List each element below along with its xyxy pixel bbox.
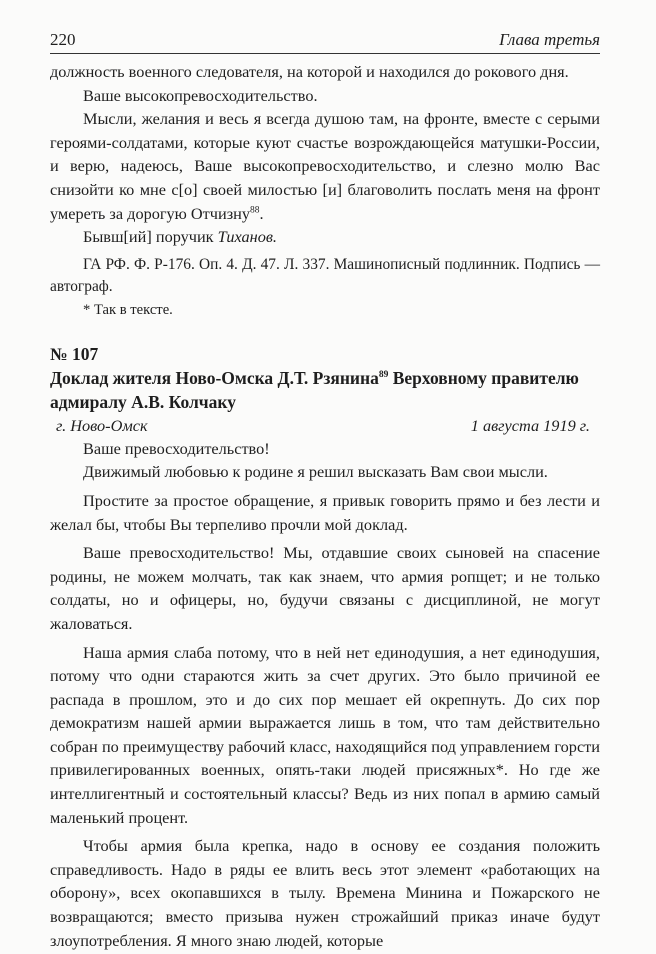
running-header [50, 26, 600, 54]
footnote-ref: 88 [249, 205, 260, 216]
document-title: Доклад жителя Ново-Омска Д.Т. Рзянина$^{89}$ Верховному правителю адмиралу А.В. Колчаку [50, 367, 579, 412]
document-number: № 107 [50, 343, 99, 364]
place-date-line [50, 414, 600, 437]
document-date: 1 августа 1919 г. [470, 415, 590, 435]
document-place: г. Ново-Омск [56, 415, 148, 435]
paragraph: Мысли, желания и весь я всегда душою там, на фронте, вместе с серыми героями-солдатами, которые куют счастье возрождающейся матушки-России, и верю, надеюсь, Ваше высокопревосходительство, и слезно молю Вас снизойти ко мне с[о] своей милостью [и] благоволить послать меня на фронт умереть за дорогую Отчизну$^{88}$. [50, 109, 600, 223]
archive-source: ГА РФ. Ф. Р-176. Оп. 4. Д. 47. Л. 337. Машинописный подлинник. Подпись — автограф. [50, 255, 600, 296]
paragraph: Чтобы армия была крепка, надо в основу ее создания положить справедливость. Надо в ряды ее влить весь этот элемент «работающих на оборону», всех окопавшихся в тылу. Времена Минина и Пожарского не возвращаются; вместо призыва нужен строжайший приказ иначе будут злоупотребления. Я много знаю людей, которые [50, 836, 600, 950]
book-page [50, 26, 600, 952]
paragraph: Простите за простое обращение, я привык говорить прямо и без лести и желал бы, чтобы Вы терпеливо прочли мой доклад. [50, 490, 600, 534]
paragraph: Наша армия слаба потому, что в ней нет единодушия, а нет единодушия, потому что одни стараются жить за счет других. Это было причиной ее распада в прошлом, это и до сих пор мешает ей окрепнуть. До сих пор демократизм нашей армии выражается лишь в том, что там действительно собран по преимуществу рабочий класс, находящийся под управлением горсти привилегированных военных, опять-таки людей присяжных*. Но где же интеллигентный и состоятельный классы? Ведь из них попал в армию самый маленький процент. [50, 642, 600, 827]
paragraph: Движимый любовью к родине я решил высказать Вам свои мысли. [83, 462, 548, 482]
page-number: 220 [50, 30, 76, 49]
footnote-ref: 89 [378, 369, 389, 380]
signature: Бывш[ий] поручик Тиханов. [83, 227, 277, 247]
paragraph-continued: должность военного следователя, на которой и находился до рокового дня. [50, 62, 569, 81]
paragraph: Ваше превосходительство! [83, 438, 270, 458]
salutation: Ваше высокопревосходительство. [83, 85, 318, 105]
chapter-title: Глава третья [499, 30, 600, 49]
paragraph: Ваше превосходительство! Мы, отдавшие своих сыновей на спасение родины, не можем молчать, так как знаем, что армия ропщет; и не только солдаты, но и офицеры, но, будучи связаны с дисциплиной, не могут жаловаться. [50, 543, 600, 633]
text-note: * Так в тексте. [83, 301, 173, 318]
page-body [50, 60, 600, 952]
signature-name: Тиханов. [217, 227, 277, 247]
